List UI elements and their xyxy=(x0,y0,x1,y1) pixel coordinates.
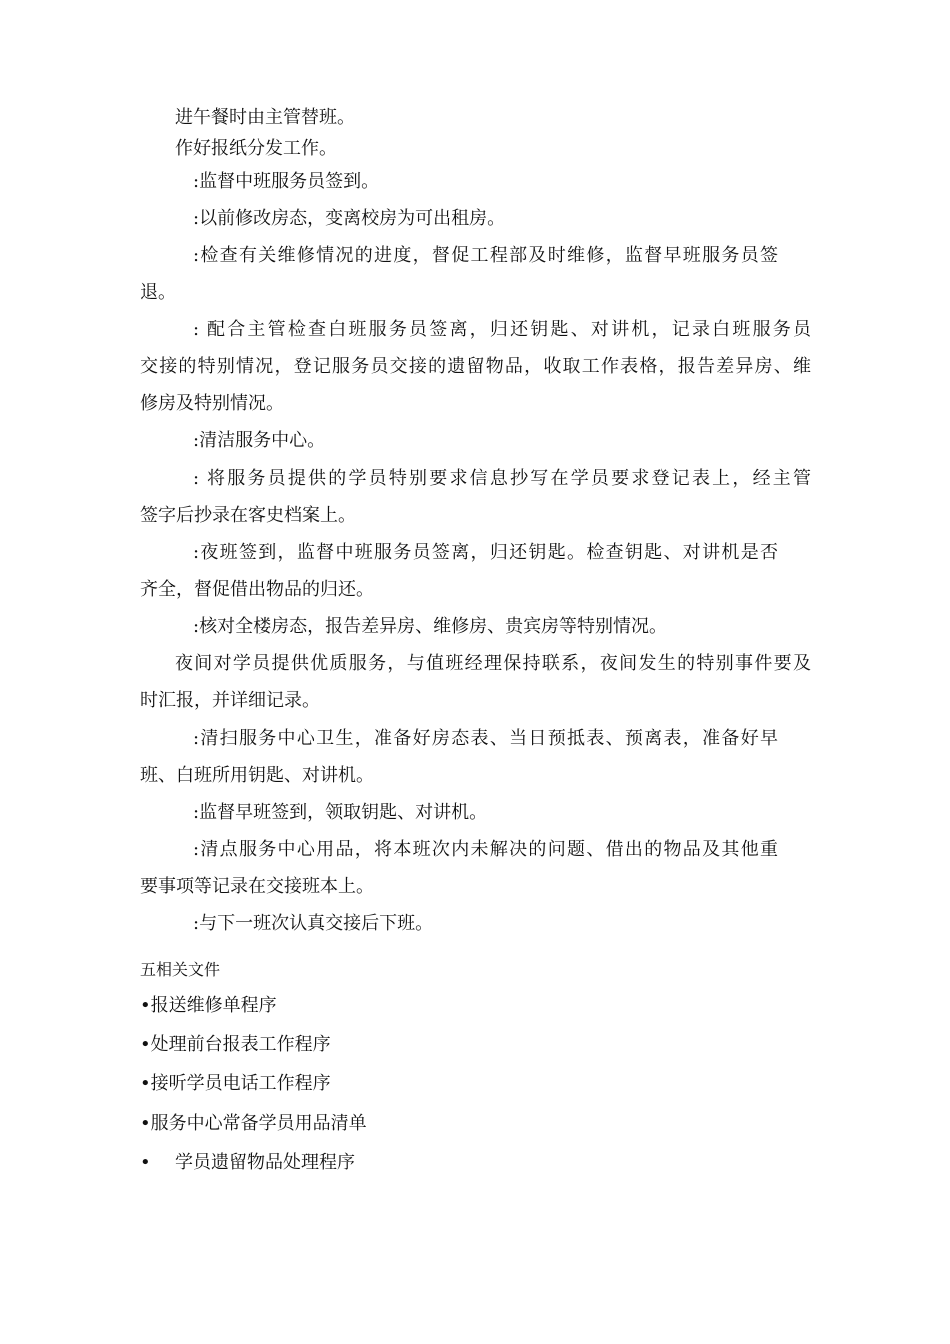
line-16: 夜间对学员提供优质服务，与值班经理保持联系，夜间发生的特别事件要及 xyxy=(175,653,811,674)
line-1: 进午餐时由主管替班。 xyxy=(175,107,355,128)
related-file-item: •服务中心常备学员用品清单 xyxy=(140,1113,367,1134)
line-17: 时汇报，并详细记录。 xyxy=(140,690,320,711)
line-19: 班、白班所用钥匙、对讲机。 xyxy=(140,765,374,786)
line-13: :夜班签到，监督中班服务员签离，归还钥匙。检查钥匙、对讲机是否 xyxy=(193,542,778,563)
line-5: :检查有关维修情况的进度，督促工程部及时维修，监督早班服务员签 xyxy=(193,245,778,266)
related-file-item: •处理前台报表工作程序 xyxy=(140,1034,331,1055)
line-22: 要事项等记录在交接班本上。 xyxy=(140,876,374,897)
related-file-item: 学员遗留物品处理程序 xyxy=(175,1152,355,1173)
line-8: 交接的特别情况，登记服务员交接的遗留物品，收取工作表格，报告差异房、维 xyxy=(140,356,811,377)
line-15: :核对全楼房态，报告差异房、维修房、贵宾房等特别情况。 xyxy=(193,616,668,637)
line-14: 齐全，督促借出物品的归还。 xyxy=(140,579,374,600)
line-21: :清点服务中心用品，将本班次内未解决的问题、借出的物品及其他重 xyxy=(193,839,778,860)
related-file-bullet: • xyxy=(140,1152,151,1173)
line-11: : 将服务员提供的学员特别要求信息抄写在学员要求登记表上，经主管 xyxy=(193,468,811,489)
line-23: :与下一班次认真交接后下班。 xyxy=(193,913,434,934)
section-heading: 五相关文件 xyxy=(140,960,221,979)
related-file-item: •接听学员电话工作程序 xyxy=(140,1073,331,1094)
line-9: 修房及特别情况。 xyxy=(140,393,284,414)
line-4: :以前修改房态，变离校房为可出租房。 xyxy=(193,208,506,229)
line-2: 作好报纸分发工作。 xyxy=(175,138,337,159)
line-6: 退。 xyxy=(140,282,176,303)
line-10: :清洁服务中心。 xyxy=(193,430,326,451)
line-12: 签字后抄录在客史档案上。 xyxy=(140,505,356,526)
related-file-item: •报送维修单程序 xyxy=(140,995,277,1016)
line-3: :监督中班服务员签到。 xyxy=(193,171,380,192)
line-18: :清扫服务中心卫生，准备好房态表、当日预抵表、预离表，准备好早 xyxy=(193,728,778,749)
line-7: : 配合主管检查白班服务员签离，归还钥匙、对讲机，记录白班服务员 xyxy=(193,319,811,340)
line-20: :监督早班签到，领取钥匙、对讲机。 xyxy=(193,802,488,823)
